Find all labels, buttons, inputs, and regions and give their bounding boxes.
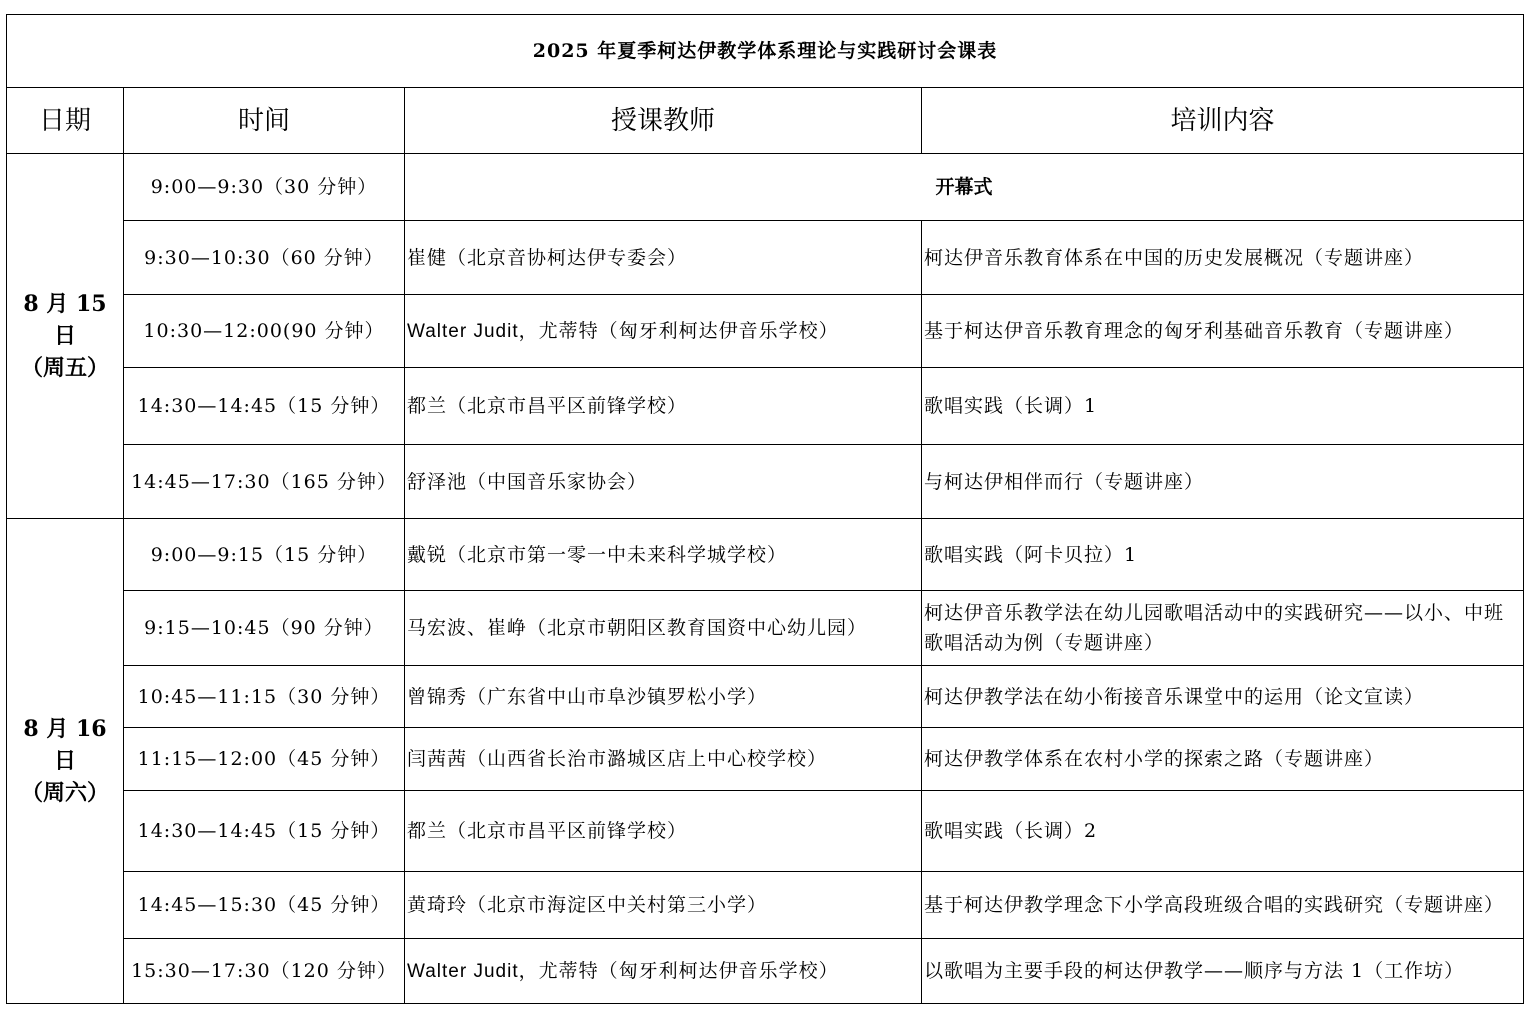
teacher-name: ，尤蒂特（匈牙利柯达伊音乐学校） <box>518 959 839 982</box>
content-cell: 柯达伊教学法在幼小衔接音乐课堂中的运用（论文宣读） <box>922 666 1524 728</box>
teacher-cell: 都兰（北京市昌平区前锋学校） <box>405 791 922 872</box>
header-content: 培训内容 <box>922 88 1524 154</box>
table-row <box>7 872 1524 939</box>
teacher-cell: 闫茜茜（山西省长治市潞城区店上中心校学校） <box>405 728 922 791</box>
time-cell: 10:30—12:00(90 分钟） <box>124 295 405 368</box>
time-cell: 9:30—10:30（60 分钟） <box>124 221 405 295</box>
teacher-cell <box>405 939 922 1004</box>
table-row <box>7 591 1524 666</box>
weekday-label: （周六） <box>20 780 109 806</box>
time-cell: 9:15—10:45（90 分钟） <box>124 591 405 666</box>
teacher-cell: 戴锐（北京市第一零一中未来科学城学校） <box>405 519 922 591</box>
title-row <box>7 15 1524 88</box>
table-row <box>7 221 1524 295</box>
content-cell: 歌唱实践（长调）2 <box>922 791 1524 872</box>
table-row <box>7 154 1524 221</box>
content-cell: 与柯达伊相伴而行（专题讲座） <box>922 445 1524 519</box>
time-cell: 14:45—15:30（45 分钟） <box>124 872 405 939</box>
time-cell: 14:30—14:45（15 分钟） <box>124 368 405 445</box>
content-cell: 柯达伊教学体系在农村小学的探索之路（专题讲座） <box>922 728 1524 791</box>
content-cell: 歌唱实践（长调）1 <box>922 368 1524 445</box>
time-cell: 14:45—17:30（165 分钟） <box>124 445 405 519</box>
teacher-cell <box>405 295 922 368</box>
date-label: 8 月 16 日 <box>23 716 107 774</box>
schedule-table <box>6 14 1524 1004</box>
table-row <box>7 666 1524 728</box>
header-row <box>7 88 1524 154</box>
teacher-cell: 崔健（北京音协柯达伊专委会） <box>405 221 922 295</box>
date-label: 8 月 15 日 <box>23 291 107 349</box>
content-cell: 基于柯达伊教学理念下小学高段班级合唱的实践研究（专题讲座） <box>922 872 1524 939</box>
table-row <box>7 295 1524 368</box>
time-cell: 9:00—9:15（15 分钟） <box>124 519 405 591</box>
time-cell: 9:00—9:30（30 分钟） <box>124 154 405 221</box>
teacher-cell: 曾锦秀（广东省中山市阜沙镇罗松小学） <box>405 666 922 728</box>
teacher-name: ，尤蒂特（匈牙利柯达伊音乐学校） <box>518 319 839 342</box>
weekday-label: （周五） <box>20 355 109 381</box>
teacher-latin-name: Walter Judit <box>407 320 519 342</box>
content-cell: 歌唱实践（阿卡贝拉）1 <box>922 519 1524 591</box>
content-cell: 以歌唱为主要手段的柯达伊教学——顺序与方法 1（工作坊） <box>922 939 1524 1004</box>
page-title: 2025 年夏季柯达伊教学体系理论与实践研讨会课表 <box>7 15 1524 88</box>
table-row <box>7 939 1524 1004</box>
content-cell: 基于柯达伊音乐教育理念的匈牙利基础音乐教育（专题讲座） <box>922 295 1524 368</box>
teacher-cell: 黄琦玲（北京市海淀区中关村第三小学） <box>405 872 922 939</box>
header-teacher: 授课教师 <box>405 88 922 154</box>
table-row <box>7 519 1524 591</box>
teacher-cell: 马宏波、崔峥（北京市朝阳区教育国资中心幼儿园） <box>405 591 922 666</box>
time-cell: 11:15—12:00（45 分钟） <box>124 728 405 791</box>
time-cell: 10:45—11:15（30 分钟） <box>124 666 405 728</box>
table-row <box>7 791 1524 872</box>
teacher-cell: 舒泽池（中国音乐家协会） <box>405 445 922 519</box>
teacher-latin-name: Walter Judit <box>407 960 519 982</box>
teacher-cell: 都兰（北京市昌平区前锋学校） <box>405 368 922 445</box>
date-cell <box>7 154 124 519</box>
header-date: 日期 <box>7 88 124 154</box>
content-cell: 柯达伊音乐教学法在幼儿园歌唱活动中的实践研究——以小、中班歌唱活动为例（专题讲座） <box>922 591 1524 666</box>
table-row <box>7 728 1524 791</box>
opening-ceremony-cell: 开幕式 <box>405 154 1524 221</box>
date-cell <box>7 519 124 1004</box>
table-row <box>7 445 1524 519</box>
table-row <box>7 368 1524 445</box>
header-time: 时间 <box>124 88 405 154</box>
time-cell: 14:30—14:45（15 分钟） <box>124 791 405 872</box>
time-cell: 15:30—17:30（120 分钟） <box>124 939 405 1004</box>
content-cell: 柯达伊音乐教育体系在中国的历史发展概况（专题讲座） <box>922 221 1524 295</box>
